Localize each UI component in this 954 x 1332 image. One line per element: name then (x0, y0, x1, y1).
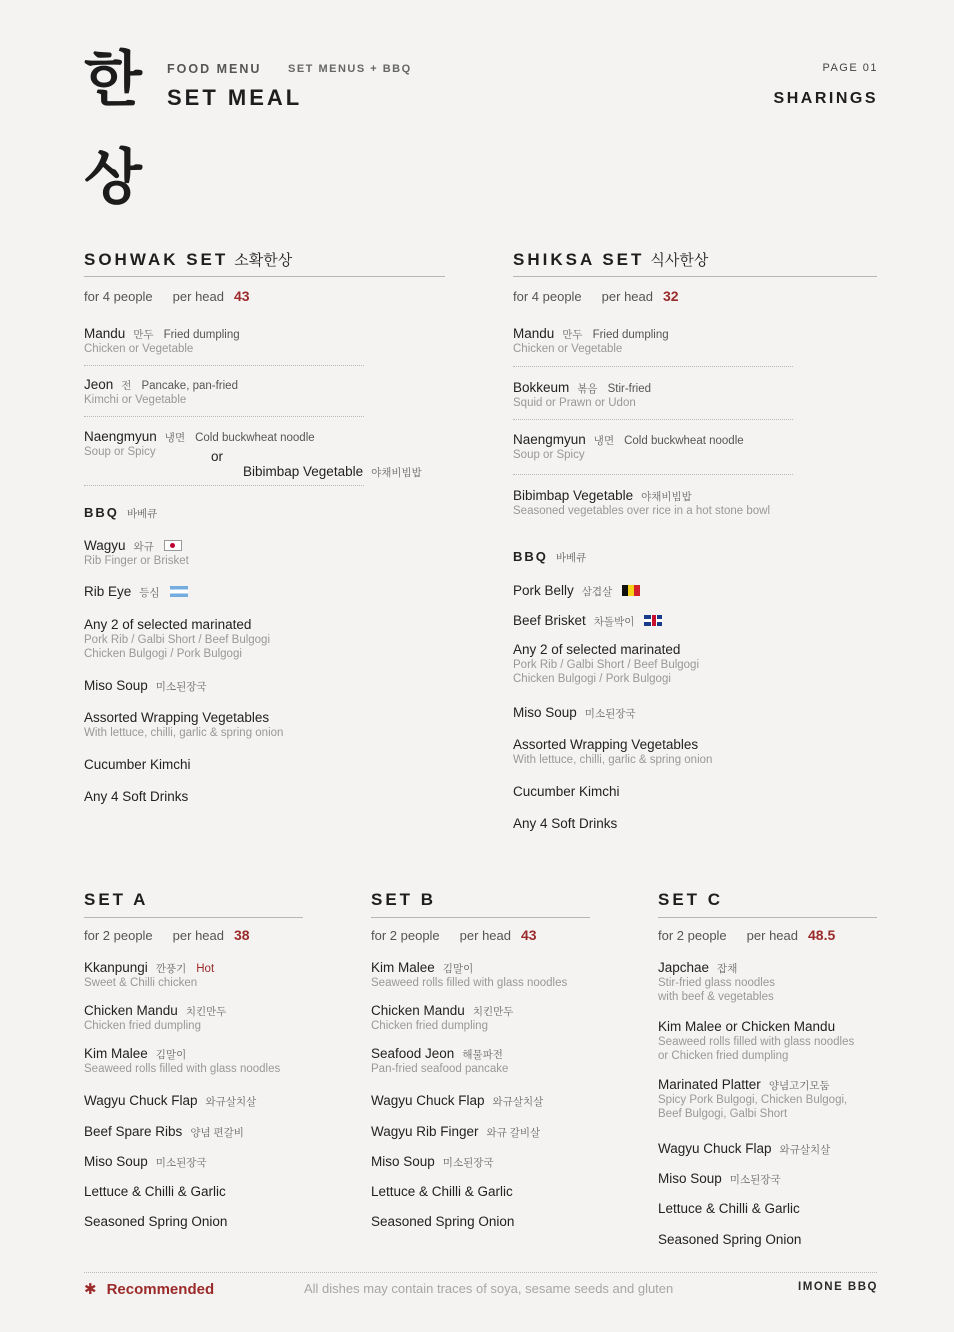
uk-flag-icon (644, 615, 662, 626)
sohwak-jeon: Jeon 전 Pancake, pan-fried Kimchi or Vegetable (84, 377, 238, 406)
set-b-chuck-flap: Wagyu Chuck Flap 와규살치살 (371, 1093, 544, 1108)
sohwak-naengmyun: Naengmyun 냉면 Cold buckwheat noodle Soup or Spicy (84, 429, 315, 458)
divider (84, 485, 364, 486)
sohwak-rule (84, 276, 445, 277)
set-a-title: SET A (84, 890, 149, 909)
sohwak-bibimbap: Bibimbap Vegetable 야채비빔밥 (243, 464, 422, 479)
argentina-flag-icon (170, 586, 188, 597)
shiksa-set-title: SHIKSA SET 식사한상 (513, 250, 709, 269)
set-c-title: SET C (658, 890, 724, 909)
belgium-flag-icon (622, 585, 640, 596)
set-c-onion: Seasoned Spring Onion (658, 1232, 802, 1247)
shiksa-wrapping: Assorted Wrapping Vegetables With lettuce, chilli, garlic & spring onion (513, 737, 713, 766)
shiksa-meta: for 4 people per head 32 (513, 288, 679, 304)
shiksa-rule (513, 276, 877, 277)
set-a-meta: for 2 people per head 38 (84, 927, 250, 943)
divider (513, 366, 793, 367)
set-c-lettuce: Lettuce & Chilli & Garlic (658, 1201, 800, 1216)
logo-hangul-2: 상 (84, 143, 142, 213)
hot-badge: Hot (196, 963, 215, 975)
sohwak-bbq-heading: BBQ 바베큐 (84, 505, 158, 520)
sohwak-price: 43 (234, 288, 250, 304)
set-c-kim-or-mandu: Kim Malee or Chicken Mandu Seaweed rolls filled with glass noodles or Chicken fried dumpling (658, 1019, 855, 1062)
set-a-kkanpungi: Kkanpungi 깐풍기 Hot Sweet & Chilli chicken (84, 960, 215, 989)
set-b-kim-malee: Kim Malee 김말이 Seaweed rolls filled with glass noodles (371, 960, 568, 989)
sohwak-set-title: SOHWAK SET 소확한상 (84, 250, 293, 269)
divider (84, 416, 364, 417)
set-a-price: 38 (234, 927, 250, 943)
sohwak-marinated: Any 2 of selected marinated Pork Rib / Galbi Short / Beef Bulgogi Chicken Bulgogi / Pork Bulgogi (84, 617, 271, 660)
set-a-onion: Seasoned Spring Onion (84, 1214, 228, 1229)
recommended-legend: ✱ Recommended (84, 1281, 215, 1298)
japan-flag-icon (164, 540, 182, 551)
set-c-platter: Marinated Platter 양념고기모둠 Spicy Pork Bulgogi, Chicken Bulgogi, Beef Bulgogi, Galbi Short (658, 1077, 848, 1120)
food-menu-label: FOOD MENU (167, 62, 262, 76)
set-a-chuck-flap: Wagyu Chuck Flap 와규살치살 (84, 1093, 257, 1108)
asterisk-icon: ✱ (84, 1281, 97, 1298)
shiksa-bibimbap: Bibimbap Vegetable 야채비빔밥 Seasoned vegetables over rice in a hot stone bowl (513, 488, 770, 517)
shiksa-porkbelly: Pork Belly 삼겹살 (513, 582, 640, 600)
sohwak-wrapping: Assorted Wrapping Vegetables With lettuce, chilli, garlic & spring onion (84, 710, 284, 739)
set-b-rib-finger: Wagyu Rib Finger 와규 갈비살 (371, 1124, 541, 1139)
set-c-chuck-flap: Wagyu Chuck Flap 와규살치살 (658, 1141, 831, 1156)
shiksa-mandu: Mandu 만두 Fried dumpling Chicken or Vegetable (513, 326, 669, 355)
page-number: PAGE 01 (822, 62, 878, 74)
divider (513, 419, 793, 420)
divider (84, 365, 364, 366)
logo-hangul-1: 한 (84, 45, 142, 115)
sohwak-wagyu: Wagyu 와규 Rib Finger or Brisket (84, 538, 189, 567)
sohwak-ribeye: Rib Eye 등심 (84, 583, 188, 601)
set-a-miso: Miso Soup 미소된장국 (84, 1154, 207, 1169)
set-b-rule (371, 917, 590, 918)
set-c-japchae: Japchae 잡채 Stir-fried glass noodles with beef & vegetables (658, 960, 775, 1003)
set-a-lettuce: Lettuce & Chilli & Garlic (84, 1184, 226, 1199)
sohwak-or-label: or (211, 449, 224, 464)
set-b-onion: Seasoned Spring Onion (371, 1214, 515, 1229)
shiksa-brisket: Beef Brisket 차돌박이 (513, 612, 662, 630)
set-a-spare-ribs: Beef Spare Ribs 양념 편갈비 (84, 1124, 244, 1139)
set-c-rule (658, 917, 877, 918)
shiksa-miso: Miso Soup 미소된장국 (513, 705, 636, 720)
set-c-miso: Miso Soup 미소된장국 (658, 1171, 781, 1186)
sohwak-kimchi: Cucumber Kimchi (84, 757, 191, 772)
sharings-label: SHARINGS (773, 90, 878, 107)
set-a-chicken-mandu: Chicken Mandu 치킨만두 Chicken fried dumpling (84, 1003, 227, 1032)
set-c-price: 48.5 (808, 927, 836, 943)
set-b-price: 43 (521, 927, 537, 943)
shiksa-bbq-heading: BBQ 바베큐 (513, 549, 587, 564)
divider (513, 474, 793, 475)
sohwak-miso: Miso Soup 미소된장국 (84, 678, 207, 693)
page-title: SET MEAL (167, 85, 303, 110)
shiksa-naengmyun: Naengmyun 냉면 Cold buckwheat noodle Soup or Spicy (513, 432, 744, 461)
shiksa-kimchi: Cucumber Kimchi (513, 784, 620, 799)
sohwak-drinks: Any 4 Soft Drinks (84, 789, 189, 804)
header-subtitle: SET MENUS + BBQ (288, 63, 412, 75)
allergen-note: All dishes may contain traces of soya, sesame seeds and gluten (304, 1281, 674, 1296)
sohwak-meta: for 4 people per head 43 (84, 288, 250, 304)
set-c-meta: for 2 people per head 48.5 (658, 927, 836, 943)
set-b-seafood-jeon: Seafood Jeon 해물파전 Pan-fried seafood pancake (371, 1046, 509, 1075)
set-a-kim-malee: Kim Malee 김말이 Seaweed rolls filled with glass noodles (84, 1046, 281, 1075)
set-b-meta: for 2 people per head 43 (371, 927, 537, 943)
shiksa-marinated: Any 2 of selected marinated Pork Rib / Galbi Short / Beef Bulgogi Chicken Bulgogi / Pork Bulgogi (513, 642, 700, 685)
set-a-rule (84, 917, 303, 918)
shiksa-bokkeum: Bokkeum 볶음 Stir-fried Squid or Prawn or Udon (513, 380, 652, 409)
sohwak-mandu: Mandu 만두 Fried dumpling Chicken or Vegetable (84, 326, 240, 355)
shiksa-drinks: Any 4 Soft Drinks (513, 816, 618, 831)
set-b-lettuce: Lettuce & Chilli & Garlic (371, 1184, 513, 1199)
brand-name: IMONE BBQ (798, 1281, 878, 1293)
set-b-title: SET B (371, 890, 437, 909)
shiksa-price: 32 (663, 288, 679, 304)
set-b-miso: Miso Soup 미소된장국 (371, 1154, 494, 1169)
set-b-chicken-mandu: Chicken Mandu 치킨만두 Chicken fried dumpling (371, 1003, 514, 1032)
footer-divider (84, 1272, 877, 1273)
